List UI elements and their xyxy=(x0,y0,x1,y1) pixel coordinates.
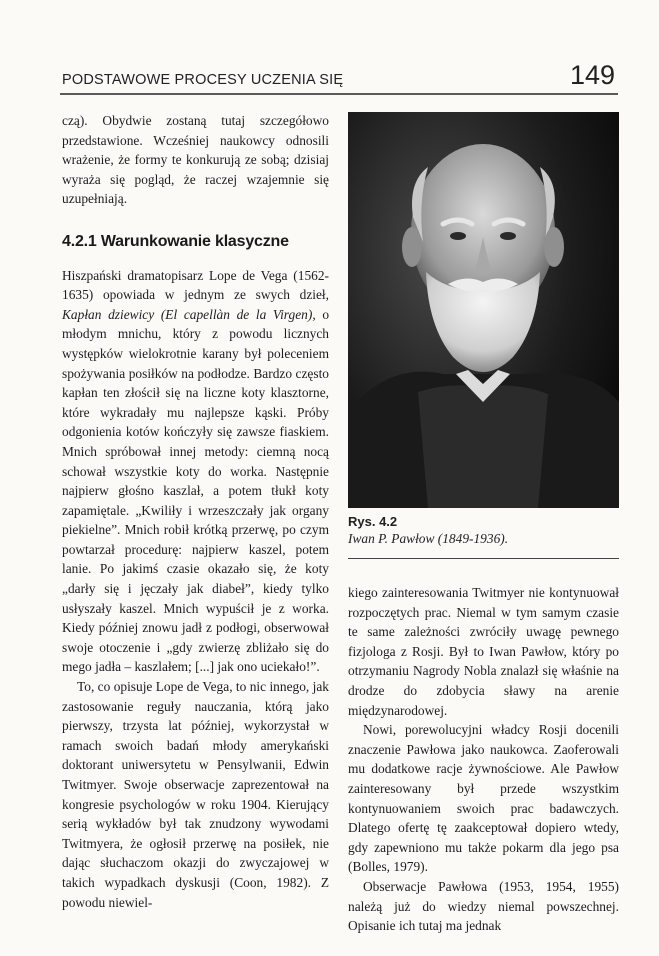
portrait-illustration xyxy=(348,112,619,508)
figure-caption: Iwan P. Pawłow (1849-1936). xyxy=(348,531,509,546)
right-paragraph-1: kiego zainteresowania Twitmyer nie kontynuował rozpoczętych prac. Niemal w tym samym czasie te same zależności zwróciły uwagę pewnego fizjologa z Rosji. Był to Iwan Pawłow, który po otrzymaniu Nagrody Nobla znalazł się właśnie na drodze do zdobycia sławy na arenie międzynarodowej. xyxy=(348,585,619,718)
left-column xyxy=(62,111,329,912)
caption-divider xyxy=(348,558,619,559)
figure-label: Rys. 4.2 xyxy=(348,514,398,529)
paragraph-text: Hiszpański dramatopisarz Lope de Vega (1562-1635) opowiada w jednym ze swych dzieł, xyxy=(62,267,329,303)
paragraph-text: , o młodym mnichu, który z powodu licznych występków wielokrotnie karany był poleceniem spożywania posiłków na podłodze. Bardzo często kapłan ten złościł się na liczne koty klasztorne, które wykradały mu najlepsze kąski. Próby odgonienia kotów kończyły się zawsze fiaskiem. Mnich spróbował innej metody: ciemną nocą schował wszystkie koty do worka. Następnie najpierw głośno kaszlał, a potem tłukł koty zapamiętale. „Kwiliły i wrzeszczały jak organy piekielne”. Mnich robił krótką przerwę, po czym powtarzał procedurę: najpierw kaszel, potem lanie. Po jakimś czasie okazało się, że koty „darły się i jęczały jak diabeł”, kiedy tylko usłyszały kaszel. Mnich wypuścił je z worka. Kiedy później znowu jadł z podłogi, obserwował swoje otoczenie i „gdy zwierzę zbliżało się do mego jadła – kaszlałem; [...] jak ono uciekało!”. xyxy=(62,306,330,675)
header-divider xyxy=(60,93,618,95)
body-paragraph-1 xyxy=(62,266,329,677)
intro-paragraph: czą). Obydwie zostaną tutaj szczegółowo przedstawione. Wcześniej naukowcy odnosili wrażenie, że formy te konkurują ze sobą; dzisiaj wyraża się pogląd, że raczej wzajemnie się uzupełniają. xyxy=(62,113,329,207)
section-heading: 4.2.1 Warunkowanie klasyczne xyxy=(62,232,289,250)
right-column xyxy=(348,583,619,936)
book-title: Kapłan dziewicy (El capellàn de la Virgen) xyxy=(62,306,313,322)
running-header: PODSTAWOWE PROCESY UCZENIA SIĘ xyxy=(62,72,344,88)
portrait-photo xyxy=(348,112,619,508)
body-paragraph-2: To, co opisuje Lope de Vega, to nic innego, jak zastosowanie reguły nauczania, którą jako pierwszy, trzysta lat później, wykorzystał w ramach swoich badań młody amerykański doktorant uniwersytetu w Pensylwanii, Edwin Twitmyer. Swoje obserwacje zaprezentował na kongresie psychologów w roku 1904. Kierujący serią wykładów był tak znudzony wywodami Twitmyera, że ogłosił przerwę na posiłek, nie dając słuchaczom okazji do zwyczajowej w takich wypadkach dyskusji (Coon, 1982). Z powodu niewiel- xyxy=(62,679,329,910)
page-number: 149 xyxy=(569,60,615,90)
right-paragraph-2: Nowi, porewolucyjni władcy Rosji docenili znaczenie Pawłowa jako naukowca. Zaoferowali mu dodatkowe racje żywnościowe. Ale Pawłow zainteresowany był przede wszystkim kontynuowaniem swoich prac badawczych. Dlatego ofertę tę zaakceptował dopiero wtedy, gdy zapewniono mu także pokarm dla jego psa (Bolles, 1979). xyxy=(348,722,619,875)
right-paragraph-3: Obserwacje Pawłowa (1953, 1954, 1955) należą już do wiedzy niemal powszechnej. Opisanie ich tutaj ma jednak xyxy=(348,878,619,934)
